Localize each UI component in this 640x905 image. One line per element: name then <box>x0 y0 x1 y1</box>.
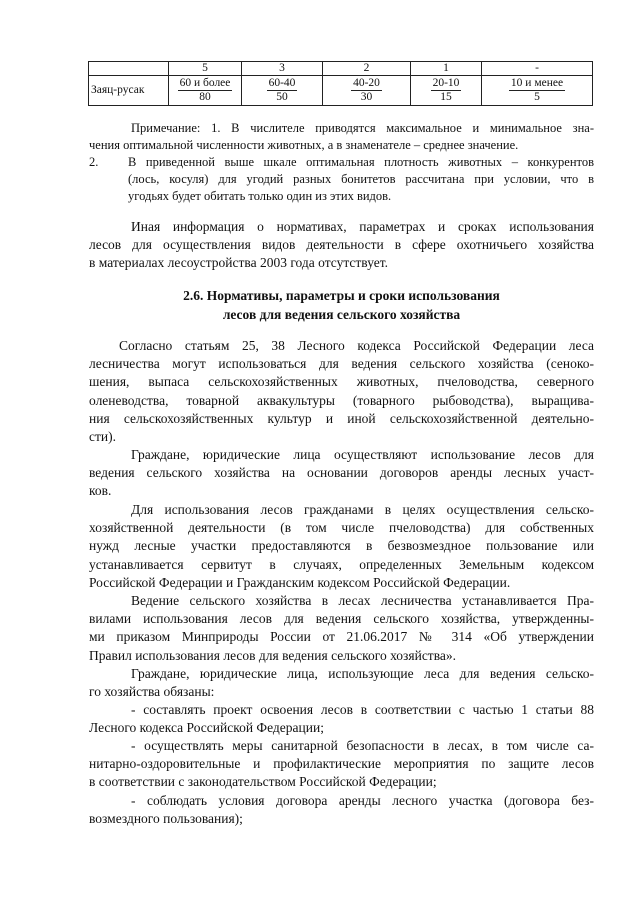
table-cell <box>482 76 593 106</box>
text-line: в соответствии с законодательством Российской Федерации; <box>89 774 437 790</box>
species-label: Заяц-русак <box>89 76 169 106</box>
text-line: сти). <box>89 429 116 445</box>
text-line: Правил использования лесов для ведения сельского хозяйства». <box>89 647 457 663</box>
table-row <box>89 76 593 106</box>
paragraph-2 <box>89 446 594 501</box>
text-line: нужд лесные участки предоставляются в безвозмездное пользование или <box>89 538 594 554</box>
table-cell <box>242 76 323 106</box>
text-line: В приведенной выше шкале оптимальная плотность животных – конкурентов <box>128 155 594 169</box>
table-cell <box>169 76 242 106</box>
text-line: угодьях будет обитать только один из этих видов. <box>128 189 392 203</box>
note-1 <box>89 120 594 154</box>
text-line: Лесного кодекса Российской Федерации; <box>89 720 324 736</box>
paragraph-3 <box>89 501 594 592</box>
heading-line: лесов для ведения сельского хозяйства <box>222 306 461 322</box>
table-cell: 1 <box>411 62 482 76</box>
denominator: 50 <box>276 91 288 103</box>
numerator: 40-20 <box>353 77 380 89</box>
table-cell: 2 <box>323 62 411 76</box>
text-line: лесов для осуществления видов деятельности в сфере охотничьего хозяйства <box>89 237 594 253</box>
numerator: 60 и более <box>179 77 231 89</box>
text-line: Граждане, юридические лица, использующие леса для ведения сельско- <box>131 666 594 681</box>
text-line: - составлять проект освоения лесов в соответствии с частью 1 статьи 88 <box>131 702 594 717</box>
text-line: Для использования лесов гражданами в целях осуществления сельско- <box>131 502 594 517</box>
text-line: Согласно статьям 25, 38 Лесного кодекса Российской Федерации леса <box>119 338 594 353</box>
text-line: - осуществлять меры санитарной безопасности в лесах, в том числе са- <box>131 738 594 753</box>
paragraph-1 <box>89 337 594 446</box>
table-cell <box>89 62 169 76</box>
text-line: - соблюдать условия договора аренды лесного участка (договора без- <box>131 793 594 808</box>
text-line: го хозяйства обязаны: <box>89 684 215 700</box>
text-line: нитарно-оздоровительные и профилактические мероприятия по защите лесов <box>89 756 594 772</box>
text-line: лесничества могут использоваться для ведения сельского хозяйства (сеноко- <box>89 356 594 372</box>
denominator: 80 <box>199 91 211 103</box>
bullet-1 <box>89 701 594 737</box>
text-line: оленеводства, товарной аквакультуры (товарного рыбоводства), выращива- <box>89 392 594 408</box>
bullet-2 <box>89 737 594 792</box>
text-line: Граждане, юридические лица осуществляют использование лесов для <box>131 447 594 462</box>
note-2-number: 2. <box>89 155 99 169</box>
paragraph-5 <box>89 665 594 701</box>
table-cell: 5 <box>169 62 242 76</box>
text-line: устанавливается сервитут в случаях, определенных Земельным кодексом <box>89 556 594 572</box>
text-line: в материалах лесоустройства 2003 года отсутствует. <box>89 255 389 271</box>
numerator: 20-10 <box>432 77 460 89</box>
denominator: 5 <box>534 91 540 103</box>
text-line: Ведение сельского хозяйства в лесах лесничества устанавливается Пра- <box>131 593 594 608</box>
text-line: Примечание: 1. В числителе приводятся максимальное и минимальное зна- <box>131 121 594 135</box>
table-cell <box>323 76 411 106</box>
bullet-3 <box>89 792 594 828</box>
paragraph-4 <box>89 592 594 665</box>
text-line: Иная информация о нормативах, параметрах и сроках использования <box>131 219 594 234</box>
text-line: вилами использования лесов для ведения сельского хозяйства, утвержденны- <box>89 611 594 627</box>
density-table <box>88 61 593 106</box>
section-heading <box>89 287 594 324</box>
denominator: 15 <box>440 91 452 103</box>
table-cell: - <box>482 62 593 76</box>
table-cell <box>411 76 482 106</box>
text-line: (лось, косуля) для угодий разных бонитетов рассчитана при условии, что в <box>128 172 594 186</box>
text-line: возмездного пользования); <box>89 811 243 827</box>
note-2 <box>128 154 594 205</box>
table-row <box>89 62 593 76</box>
text-line: ми приказом Минприроды России от 21.06.2017 № 314 «Об утверждении <box>89 629 594 645</box>
numerator: 60-40 <box>268 77 296 89</box>
text-line: шения, выпаса сельскохозяйственных животных, пчеловодства, северного <box>89 374 594 390</box>
paragraph-other-info <box>89 218 594 273</box>
text-line: ков. <box>89 483 112 499</box>
text-line: ведения сельского хозяйства на основании договоров аренды лесных участ- <box>89 465 594 481</box>
text-line: Российской Федерации и Гражданским кодексом Российской Федерации. <box>89 574 511 590</box>
text-line: чения оптимальной численности животных, а в знаменателе – среднее значение. <box>89 138 519 152</box>
numerator: 10 и менее <box>510 77 564 89</box>
denominator: 30 <box>360 91 373 103</box>
text-line: ния сельскохозяйственных культур и иной сельскохозяйственной деятельно- <box>89 410 594 426</box>
text-line: хозяйственной деятельности (в том числе пчеловодства) для собственных <box>89 520 594 536</box>
heading-line: 2.6. Нормативы, параметры и сроки использования <box>183 288 500 303</box>
table-cell: 3 <box>242 62 323 76</box>
